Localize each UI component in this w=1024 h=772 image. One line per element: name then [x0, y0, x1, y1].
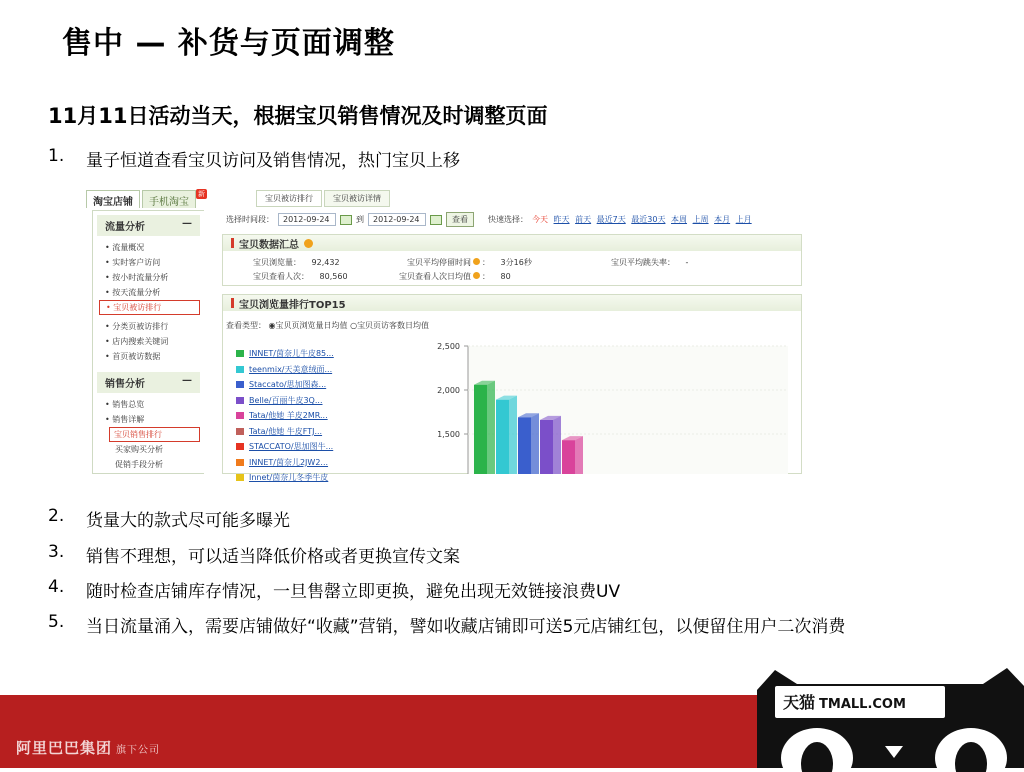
- legend-item[interactable]: [236, 439, 334, 455]
- stat-value: 80: [500, 272, 511, 281]
- sidebar-item[interactable]: • 店内搜索关键词: [105, 337, 169, 346]
- legend-swatch: [236, 443, 244, 450]
- brand-suffix: 旗下公司: [116, 745, 161, 756]
- quick-link[interactable]: 上月: [735, 215, 752, 224]
- point-number: 4.: [48, 577, 65, 597]
- stat-value: 92,432: [311, 258, 340, 267]
- slide-title: 售中 — 补货与页面调整: [62, 26, 395, 61]
- point-5: [48, 612, 845, 637]
- bar: [562, 436, 583, 474]
- tab-mobile-taobao[interactable]: [142, 190, 205, 208]
- legend-swatch: [236, 350, 244, 357]
- tmall-cat-logo: [757, 660, 1024, 768]
- sidebar-item[interactable]: • 销售总览: [105, 400, 145, 409]
- bar-side: [575, 436, 583, 474]
- section-marker-icon: [231, 238, 234, 248]
- quick-link[interactable]: 最近30天: [631, 215, 666, 224]
- sidebar-section-title: 销售分析: [105, 379, 145, 390]
- bar-side: [509, 396, 517, 474]
- radio-label[interactable]: 宝贝页访客数日均值: [357, 321, 430, 330]
- legend-label[interactable]: Tata/他她 牛皮FTJ...: [249, 426, 323, 436]
- bar-side: [531, 413, 539, 474]
- sidebar-item[interactable]: • 首页被访数据: [105, 352, 161, 361]
- y-tick-label: 2,000: [437, 386, 460, 395]
- bar: [540, 416, 561, 474]
- legend-label[interactable]: INNET/茵奈儿牛皮85...: [249, 349, 334, 359]
- radio-unchecked-icon[interactable]: ○: [350, 321, 358, 330]
- legend-swatch: [236, 397, 244, 404]
- quick-label: 快速选择：: [488, 215, 528, 224]
- bar-front: [518, 417, 531, 474]
- calendar-icon[interactable]: [430, 215, 442, 225]
- quick-link[interactable]: 前天: [575, 215, 592, 224]
- filter-label: 选择时间段：: [226, 215, 274, 224]
- radio-label[interactable]: 宝贝页浏览量日均值: [275, 321, 348, 330]
- sidebar-item-selected[interactable]: 宝贝销售排行: [109, 427, 200, 442]
- y-tick-label: 2,500: [437, 342, 460, 351]
- legend-label[interactable]: Belle/百丽牛皮3Q...: [249, 395, 323, 405]
- bar-front: [474, 385, 487, 474]
- stat-label: 宝贝查看人次：: [253, 272, 309, 281]
- bar-side: [553, 416, 561, 474]
- legend-item[interactable]: [236, 346, 334, 362]
- point-1: [48, 146, 460, 171]
- stat-label: 宝贝平均跳失率：: [611, 258, 675, 267]
- tmall-cat-icon: [757, 660, 1024, 768]
- bar-front: [562, 440, 575, 474]
- stat-label: 宝贝平均停留时间: [407, 258, 471, 267]
- legend-swatch: [236, 381, 244, 388]
- tab-item-visit-rank[interactable]: 宝贝被访排行: [256, 190, 322, 207]
- legend-label[interactable]: Innet/茵奈儿冬季牛皮: [249, 473, 329, 483]
- sidebar-item[interactable]: • 销售详解: [105, 415, 145, 424]
- help-icon[interactable]: [473, 272, 480, 279]
- stat-daily-visits: 宝贝查看人次日均值 ： 80: [399, 272, 511, 281]
- date-to-input[interactable]: 2012-09-24: [368, 213, 426, 226]
- point-text: 量子恒道查看宝贝访问及销售情况，热门宝贝上移: [86, 151, 460, 171]
- point-number: 5.: [48, 612, 65, 632]
- legend-item[interactable]: [236, 470, 334, 486]
- stat-value: 80,560: [319, 272, 348, 281]
- view-type-label: 查看类型：: [226, 321, 266, 330]
- legend-label[interactable]: INNET/茵奈儿2JW2...: [249, 457, 329, 467]
- stat-avg-stay: 宝贝平均停留时间 ： 3分16秒: [407, 258, 532, 267]
- alibaba-logo: [16, 737, 160, 758]
- slide-subtitle: 11月11日活动当天，根据宝贝销售情况及时调整页面: [48, 104, 548, 128]
- quick-select: [532, 214, 755, 225]
- legend-label[interactable]: STACCATO/思加图牛...: [249, 442, 334, 452]
- bar-side: [487, 381, 495, 474]
- radio-checked-icon[interactable]: ◉: [268, 321, 276, 330]
- legend-swatch: [236, 459, 244, 466]
- help-icon[interactable]: [304, 239, 313, 248]
- point-number: 2.: [48, 506, 65, 526]
- bar: [496, 396, 517, 474]
- quick-link-today[interactable]: 今天: [532, 215, 548, 224]
- sidebar-item-selected[interactable]: • 宝贝被访排行: [99, 300, 200, 315]
- report-main: [216, 186, 804, 483]
- help-icon[interactable]: [473, 258, 480, 265]
- legend-swatch: [236, 428, 244, 435]
- point-text: 随时检查店铺库存情况，一旦售罄立即更换，避免出现无效链接浪费UV: [86, 582, 621, 602]
- sidebar-item[interactable]: • 按小时流量分析: [105, 273, 169, 282]
- y-tick-label: 1,500: [437, 430, 460, 439]
- ranking-title: 宝贝浏览量排行TOP15: [239, 299, 346, 311]
- collapse-icon[interactable]: —: [182, 375, 192, 386]
- quick-link[interactable]: 本月: [714, 215, 731, 224]
- section-marker-icon: [231, 298, 234, 308]
- quick-link[interactable]: 本周: [671, 215, 688, 224]
- point-text: 货量大的款式尽可能多曝光: [86, 511, 290, 531]
- point-number: 1.: [48, 146, 65, 166]
- stat-bounce-rate: [611, 257, 688, 268]
- collapse-icon[interactable]: —: [182, 218, 192, 229]
- tab-item-visit-detail[interactable]: 宝贝被访详情: [324, 190, 390, 207]
- legend-label[interactable]: Staccato/思加图森...: [249, 380, 327, 390]
- sidebar-item[interactable]: • 分类页被访排行: [105, 322, 169, 331]
- point-text: 当日流量涌入，需要店铺做好“收藏”营销，譬如收藏店铺即可送5元店铺红包，以便留住用户二次消费: [86, 617, 846, 637]
- bar: [518, 413, 539, 474]
- legend-swatch: [236, 366, 244, 373]
- new-badge: 新: [198, 190, 205, 198]
- pageview-bar-chart: [412, 334, 802, 474]
- calendar-icon[interactable]: [340, 215, 352, 225]
- legend-item[interactable]: [236, 408, 334, 424]
- view-type-selector: [226, 320, 429, 331]
- legend-item[interactable]: [236, 455, 334, 471]
- point-number: 3.: [48, 542, 65, 562]
- legend-item[interactable]: [236, 362, 334, 378]
- ranking-header: [223, 295, 801, 311]
- legend-swatch: [236, 474, 244, 481]
- point-3: [48, 542, 460, 567]
- sidebar-section-traffic[interactable]: [97, 215, 200, 236]
- point-4: [48, 577, 620, 602]
- tmall-cn: 天猫: [783, 693, 816, 712]
- summary-panel: [222, 234, 802, 286]
- sidebar-item[interactable]: • 实时客户访问: [105, 258, 161, 267]
- bar-front: [496, 400, 509, 474]
- summary-title: 宝贝数据汇总: [239, 239, 299, 251]
- quick-link[interactable]: 上周: [692, 215, 709, 224]
- date-from-input[interactable]: 2012-09-24: [278, 213, 336, 226]
- legend-swatch: [236, 412, 244, 419]
- sidebar-item[interactable]: • 流量概况: [105, 243, 145, 252]
- date-filter: [226, 212, 755, 227]
- tab-taobao-shop[interactable]: 淘宝店铺: [86, 190, 140, 208]
- sidebar-section-title: 流量分析: [105, 222, 145, 233]
- analytics-screenshot: [86, 186, 804, 483]
- tab-mobile-label: 手机淘宝: [149, 197, 189, 208]
- bar-front: [540, 420, 553, 474]
- point-text: 销售不理想，可以适当降低价格或者更换宣传文案: [86, 547, 460, 567]
- stat-value: -: [685, 258, 689, 267]
- legend-item[interactable]: [236, 424, 334, 440]
- sidebar-section-sales[interactable]: [97, 372, 200, 393]
- sidebar: [92, 210, 204, 474]
- sidebar-item[interactable]: 买家购买分析: [115, 445, 163, 454]
- legend-label[interactable]: Tata/他她 羊皮2MR...: [249, 411, 328, 421]
- platform-tabs: [86, 190, 205, 208]
- legend-label[interactable]: teenmix/天美意绒面...: [249, 364, 333, 374]
- report-tabs: [256, 190, 392, 207]
- tmall-wordmark: [783, 690, 906, 713]
- stat-label: 宝贝浏览量：: [253, 258, 301, 267]
- stat-value: 3分16秒: [500, 258, 532, 267]
- tmall-en: TMALL.COM: [819, 697, 906, 712]
- query-button[interactable]: 查看: [446, 212, 474, 227]
- quick-link[interactable]: 最近7天: [596, 215, 626, 224]
- quick-link[interactable]: 昨天: [553, 215, 570, 224]
- stat-visits: [253, 271, 348, 282]
- stat-pageviews: [253, 257, 340, 268]
- chart-legend: [236, 346, 334, 486]
- bar: [474, 381, 495, 474]
- stat-label: 宝贝查看人次日均值: [399, 272, 471, 281]
- legend-item[interactable]: [236, 393, 334, 409]
- legend-item[interactable]: [236, 377, 334, 393]
- point-2: [48, 506, 290, 531]
- to-label: 到: [356, 215, 364, 224]
- summary-header: [223, 235, 801, 251]
- brand-name: 阿里巴巴集团: [16, 739, 113, 757]
- sidebar-item[interactable]: • 按天流量分析: [105, 288, 161, 297]
- sidebar-item[interactable]: 促销手段分析: [115, 460, 163, 469]
